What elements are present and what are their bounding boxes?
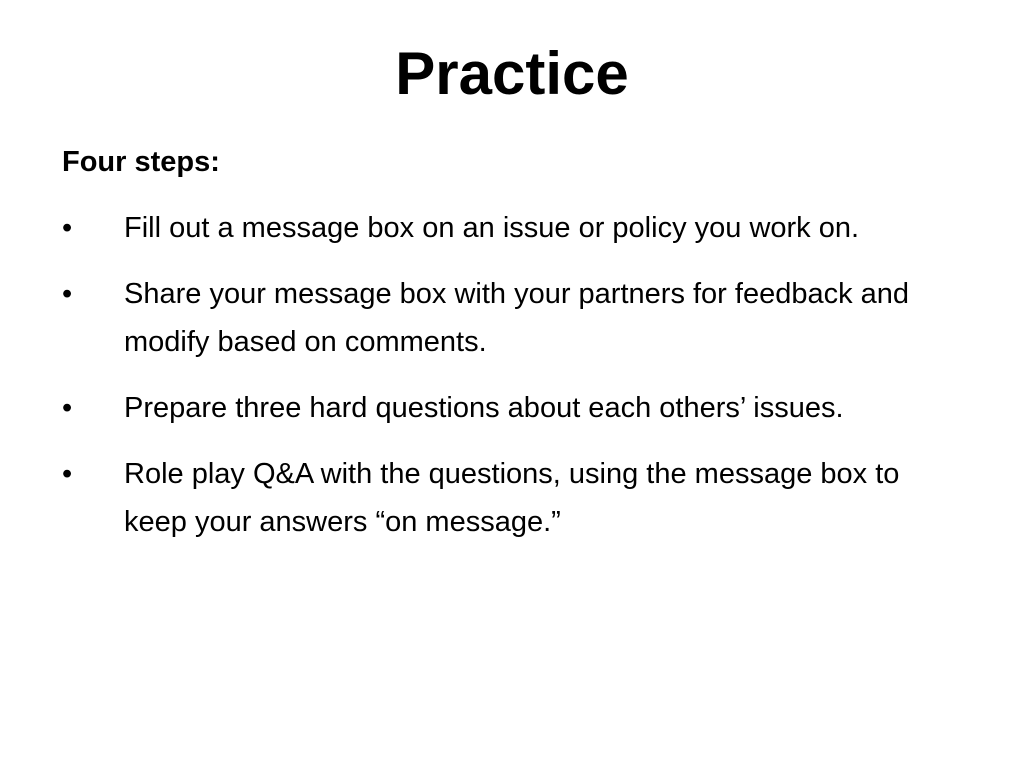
step-text: Prepare three hard questions about each others’ issues. <box>124 392 844 424</box>
step-item <box>62 384 962 432</box>
slide-title: Practice <box>395 40 629 107</box>
step-item <box>62 450 962 546</box>
step-text: Fill out a message box on an issue or policy you work on. <box>124 212 860 244</box>
step-text: Share your message box with your partners for feedback and modify based on comments. <box>124 278 910 358</box>
steps-list <box>62 204 962 546</box>
bullet-icon: • <box>62 212 73 244</box>
step-text: Role play Q&A with the questions, using the message box to keep your answers “on message.” <box>124 458 900 538</box>
bullet-icon: • <box>62 458 73 490</box>
steps-heading: Four steps: <box>62 146 220 178</box>
slide-body <box>62 138 962 564</box>
step-item <box>62 204 962 252</box>
bullet-icon: • <box>62 392 73 424</box>
step-item <box>62 270 962 366</box>
bullet-icon: • <box>62 278 73 310</box>
